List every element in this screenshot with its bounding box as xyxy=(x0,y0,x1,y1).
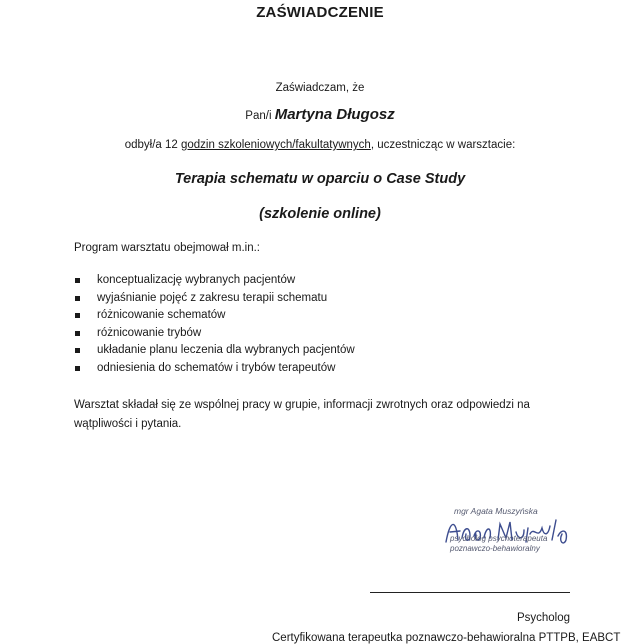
attendance-suffix: , uczestnicząc w warsztacie: xyxy=(370,139,516,151)
bullet-icon xyxy=(75,313,80,318)
recipient-name: Martyna Długosz xyxy=(274,106,395,123)
list-item-text: różnicowanie trybów xyxy=(97,326,202,339)
stamp-line3: poznawczo-behawioralny xyxy=(450,544,540,553)
list-item-text: odniesienia do schematów i trybów terapeutów xyxy=(97,361,336,374)
recipient-prefix: Pan/i xyxy=(245,110,272,122)
bullet-icon xyxy=(75,278,80,283)
list-item xyxy=(74,342,355,360)
list-item xyxy=(74,290,355,308)
list-item xyxy=(74,272,355,290)
list-item xyxy=(74,325,355,343)
stamp-line2: psycholog psychoterapeuta xyxy=(450,534,548,543)
recipient-line xyxy=(0,106,640,123)
program-list xyxy=(74,272,355,378)
workshop-title: Terapia schematu w oparciu o Case Study xyxy=(174,171,466,187)
signature-stamp xyxy=(440,500,580,570)
summary-paragraph: Warsztat składał się ze wspólnej pracy w grupie, informacji zwrotnych oraz odpowiedzi na wątpliwości i pytania. xyxy=(74,399,530,430)
document-title: ZAŚWIADCZENIE xyxy=(256,4,384,21)
list-item xyxy=(74,307,355,325)
bullet-icon xyxy=(75,366,80,371)
list-item-text: układanie planu leczenia dla wybranych pacjentów xyxy=(97,344,355,357)
attendance-hours: odbył/a 12 xyxy=(124,139,178,151)
list-item-text: różnicowanie schematów xyxy=(97,309,226,322)
program-intro: Program warsztatu obejmował m.in.: xyxy=(74,242,260,254)
workshop-format: (szkolenie online) xyxy=(259,206,381,222)
certify-line: Zaświadczam, że xyxy=(275,82,365,94)
bullet-icon xyxy=(75,348,80,353)
list-item-text: wyjaśnianie pojęć z zakresu terapii schematu xyxy=(97,291,328,304)
bullet-icon xyxy=(75,331,80,336)
list-item xyxy=(74,360,355,378)
bullet-icon xyxy=(75,296,80,301)
signer-role: Psycholog xyxy=(516,612,570,624)
list-item-text: konceptualizację wybranych pacjentów xyxy=(97,274,296,286)
stamp-name: mgr Agata Muszyńska xyxy=(454,506,538,516)
signer-certification: Certyfikowana terapeutka poznawczo-behawioralna PTTPB, EABCT xyxy=(272,632,621,644)
attendance-type: godzin szkoleniowych/fakultatywnych xyxy=(180,139,371,151)
attendance-line xyxy=(0,139,640,151)
signature-line xyxy=(370,592,570,593)
